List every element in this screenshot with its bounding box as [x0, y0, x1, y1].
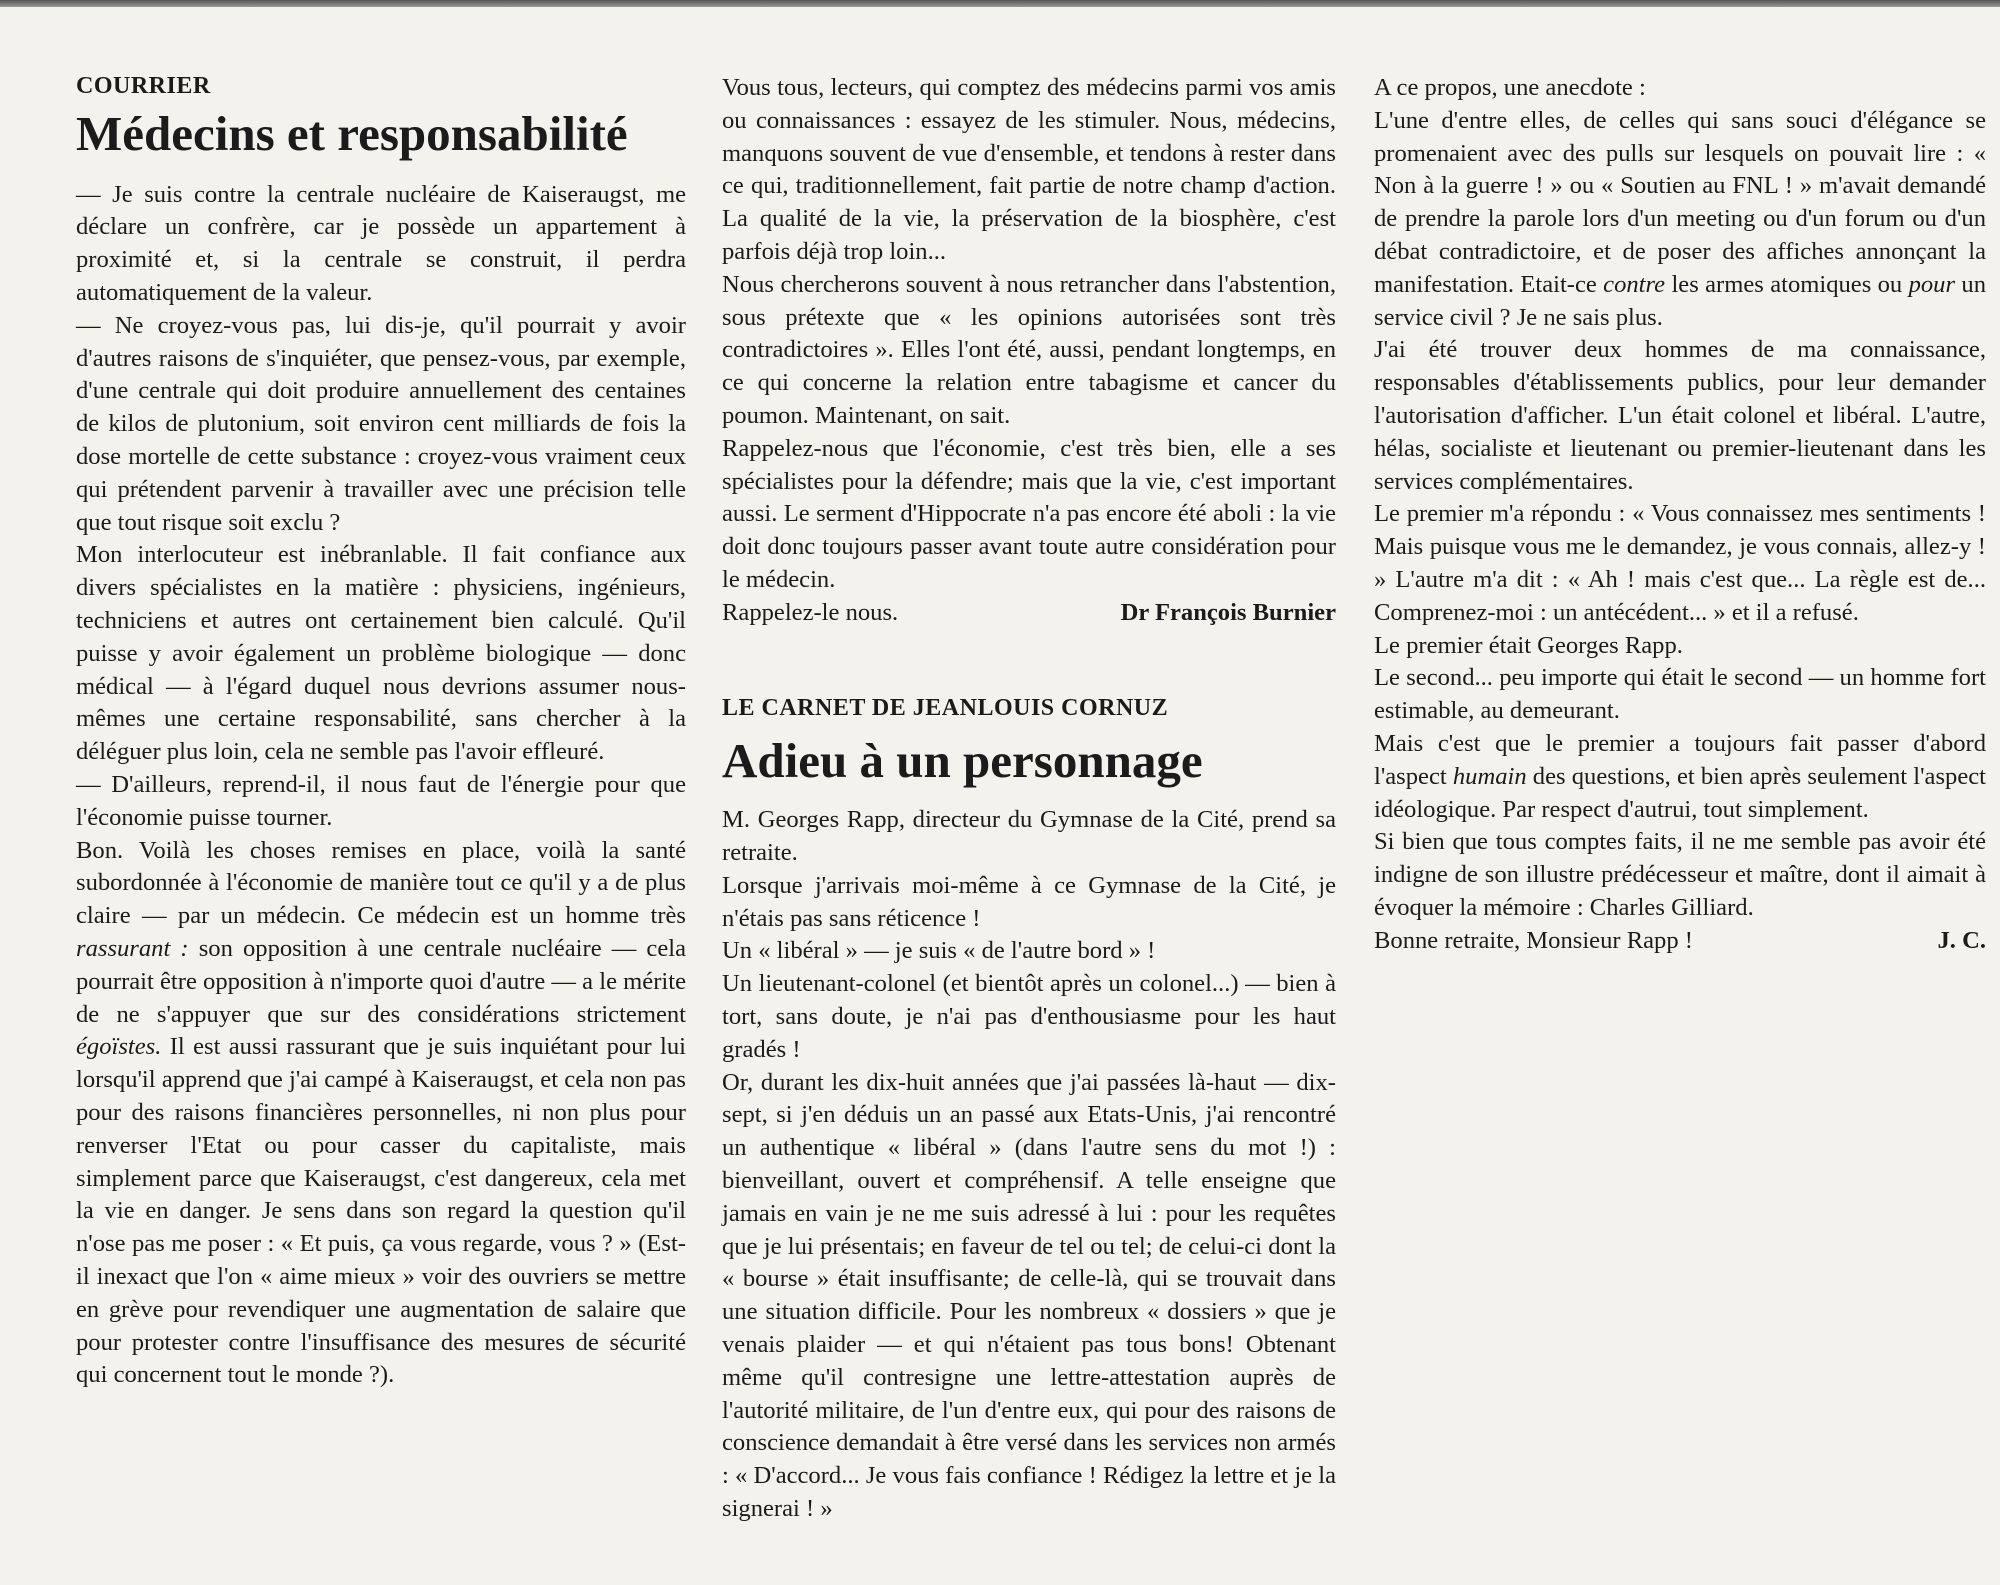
article2-paragraph-9: Le premier m'a répondu : « Vous connaissez mes sentiments ! Mais puisque vous me le demandez, je vous connais, allez-y ! » L'autre m'a dit : « Ah ! mais c'est que... La règle est de... Comprenez-moi : un antécédent... » et il a refusé.: [1374, 500, 1986, 626]
section-kicker-carnet: LE CARNET DE JEANLOUIS CORNUZ: [722, 694, 1169, 721]
article2-paragraph-13: Si bien que tous comptes faits, il ne me semble pas avoir été indigne de son illustre prédécesseur et maître, dont il aimait à évoquer la mémoire : Charles Gilliard.: [1374, 828, 1986, 921]
article2-paragraph-7: [1374, 105, 1986, 335]
article2-p7-text-c: un service civil ? Je ne sais plus.: [1374, 270, 1986, 331]
article1-p5-text-a: Bon. Voilà les choses remises en place, voilà la santé subordonnée à l'économie de manière tout ce qu'il y a de plus claire — par un médecin. Ce médecin est un homme très: [76, 836, 686, 930]
article2-paragraph-12: [1374, 728, 1986, 826]
column-3: [1374, 72, 1986, 958]
article2-p7-text-a: L'une d'entre elles, de celles qui sans souci d'élégance se promenaient avec des pulls sur lesquels on pouvait lire : « Non à la guerre ! » ou « Soutien au FNL ! » m'avait demandé de prendre la parole lors d'un meeting ou d'un forum ou d'un débat contradictoire, et de poser des affiches annonçant la manifestation. Etait-ce: [1374, 106, 1986, 298]
article1-paragraph-2: — Ne croyez-vous pas, lui dis-je, qu'il pourrait y avoir d'autres raisons de s'inquiéter, que pensez-vous, par exemple, d'une centrale qui doit produire annuellement des centaines de kilos de plutonium, soit environ cent milliards de fois la dose mortelle de cette substance : croyez-vous vraiment ceux qui prétendent parvenir à travailler avec une précision telle que tout risque soit exclu ?: [76, 311, 686, 536]
article2-p7-emphasis-2: pour: [1908, 270, 1956, 298]
article2-p12-text-b: des questions, et bien après seulement l'aspect idéologique. Par respect d'autrui, tout simplement.: [1374, 762, 1986, 823]
article1-p5-emphasis-1: rassurant :: [76, 935, 189, 963]
article2-paragraph-5: Or, durant les dix-huit années que j'ai passées là-haut — dix-sept, si j'en déduis un an passé aux Etats-Unis, j'ai rencontré un authentique « libéral » (dans l'autre sens du mot !) : bienveillant, ouvert et compréhensif. A telle enseigne que jamais en vain je ne me suis adressé à lui : pour les requêtes que je lui présentais; en faveur de tel ou tel; de celui-ci dont la « bourse » était insuffisante; de celle-là, qui se trouvait dans une situation difficile. Pour les nombreux « dossiers » que je venais plaider — et qui n'étaient pas tous bons! Obtenant même qu'il contresigne une lettre-attestation auprès de l'autorité militaire, de l'un d'entre eux, qui pour des raisons de conscience demandait à être versé dans les services non armés : « D'accord... Je vous fais confiance ! Rédigez la lettre et je la signerai ! »: [722, 1068, 1336, 1522]
article2-paragraph-11: Le second... peu importe qui était le second — un homme fort estimable, au demeurant.: [1374, 664, 1986, 725]
article2-closing: Bonne retraite, Monsieur Rapp !: [1374, 926, 1693, 954]
article1-p5-text-c: Il est aussi rassurant que je suis inquiétant pour lui lorsqu'il apprend que j'ai campé à Kaiseraugst, et cela non pas pour des raisons financières personnelles, ni non plus pour renverser l'Etat ou pour casser du capitaliste, mais simplement parce que Kaiseraugst, c'est dangereux, cela met la vie en danger. Je sens dans son regard la question qu'il n'ose pas me poser : « Et puis, ça vous regarde, vous ? » (Est-il inexact que l'on « aime mieux » voir des ouvriers se mettre en grève pour revendiquer une augmentation de salaire que pour protester contre l'insuffisance des mesures de sécurité qui concernent tout le monde ?).: [76, 1033, 686, 1389]
article1-paragraph-6: Vous tous, lecteurs, qui comptez des médecins parmi vos amis ou connaissances : essayez de les stimuler. Nous, médecins, manquons souvent de vue d'ensemble, et tendons à rester dans ce qui, traditionnellement, fait partie de notre champ d'action. La qualité de la vie, la préservation de la biosphère, c'est parfois déjà trop loin...: [722, 74, 1336, 265]
column-2: [722, 72, 1336, 1526]
article2-closing-line: [1374, 925, 1986, 958]
article2-paragraph-6: A ce propos, une anecdote :: [1374, 74, 1646, 101]
article2-paragraph-10: Le premier était Georges Rapp.: [1374, 631, 1683, 659]
article2-paragraph-8: J'ai été trouver deux hommes de ma connaissance, responsables d'établissements publics, pour leur demander l'autorisation d'afficher. L'un était colonel et libéral. L'autre, hélas, socialiste et lieutenant ou premier-lieutenant dans les services complémentaires.: [1374, 336, 1986, 495]
article1-closing: Rappelez-le nous.: [722, 598, 899, 626]
column-spacer: [722, 630, 1336, 694]
article2-paragraph-3: Un « libéral » — je suis « de l'autre bord » !: [722, 937, 1156, 965]
article1-paragraph-4: — D'ailleurs, reprend-il, il nous faut de l'énergie pour que l'économie puisse tourner.: [76, 771, 686, 831]
article1-paragraph-3: Mon interlocuteur est inébranlable. Il fait confiance aux divers spécialistes en la matière : physiciens, ingénieurs, techniciens et autres ont certainement bien calculé. Qu'il puisse y avoir également un problème biologique — donc médical — à l'égard duquel nous devrions assumer nous-mêmes une certaine responsabilité, sans chercher à la déléguer plus loin, cela ne semble pas l'avoir effleuré.: [76, 541, 686, 766]
article1-paragraph-8: Rappelez-nous que l'économie, c'est très bien, elle a ses spécialistes pour la défendre; mais que la vie, c'est important aussi. Le serment d'Hippocrate n'a pas encore été aboli : la vie doit donc toujours passer avant toute autre considération pour le médecin.: [722, 434, 1336, 593]
article2-paragraph-2: Lorsque j'arrivais moi-même à ce Gymnase de la Cité, je n'étais pas sans réticence !: [722, 871, 1336, 932]
article2-title: Adieu à un personnage: [722, 733, 1203, 789]
article1-paragraph-1: — Je suis contre la centrale nucléaire de Kaiseraugst, me déclare un confrère, car je possède un appartement à proximité et, si la centrale se construit, il perdra automatiquement de la valeur.: [76, 180, 686, 307]
section-kicker-courrier: COURRIER: [76, 73, 211, 99]
article2-signature: J. C.: [1937, 926, 1986, 954]
article2-p7-emphasis-1: contre: [1603, 270, 1666, 298]
article1-p5-text-b: son opposition à une centrale nucléaire — cela pourrait être opposition à n'importe quoi d'autre — a le mérite de ne s'appuyer que sur des considérations strictement: [76, 935, 686, 1028]
article1-signature: Dr François Burnier: [1120, 598, 1336, 626]
article1-closing-line: [722, 597, 1336, 630]
article2-p12-text-a: Mais c'est que le premier a toujours fait passer d'abord l'aspect: [1374, 729, 1986, 790]
column-1: [76, 72, 686, 1392]
article2-paragraph-1: M. Georges Rapp, directeur du Gymnase de la Cité, prend sa retraite.: [722, 806, 1336, 867]
article1-p5-emphasis-2: égoïstes.: [76, 1033, 162, 1061]
article1-paragraph-5: [76, 835, 686, 1393]
article1-title: Médecins et responsabilité: [76, 105, 628, 161]
article1-paragraph-7: Nous chercherons souvent à nous retrancher dans l'abstention, sous prétexte que « les opinions autorisées sont très contradictoires ». Elles l'ont été, aussi, pendant longtemps, en ce qui concerne la relation entre tabagisme et cancer du poumon. Maintenant, on sait.: [722, 270, 1336, 429]
article2-p7-text-b: les armes atomiques ou: [1665, 270, 1909, 298]
article2-paragraph-4: Un lieutenant-colonel (et bientôt après un colonel...) — bien à tort, sans doute, je n'ai pas d'enthousiasme pour les haut gradés !: [722, 970, 1336, 1063]
article2-p12-emphasis: humain: [1452, 762, 1527, 790]
